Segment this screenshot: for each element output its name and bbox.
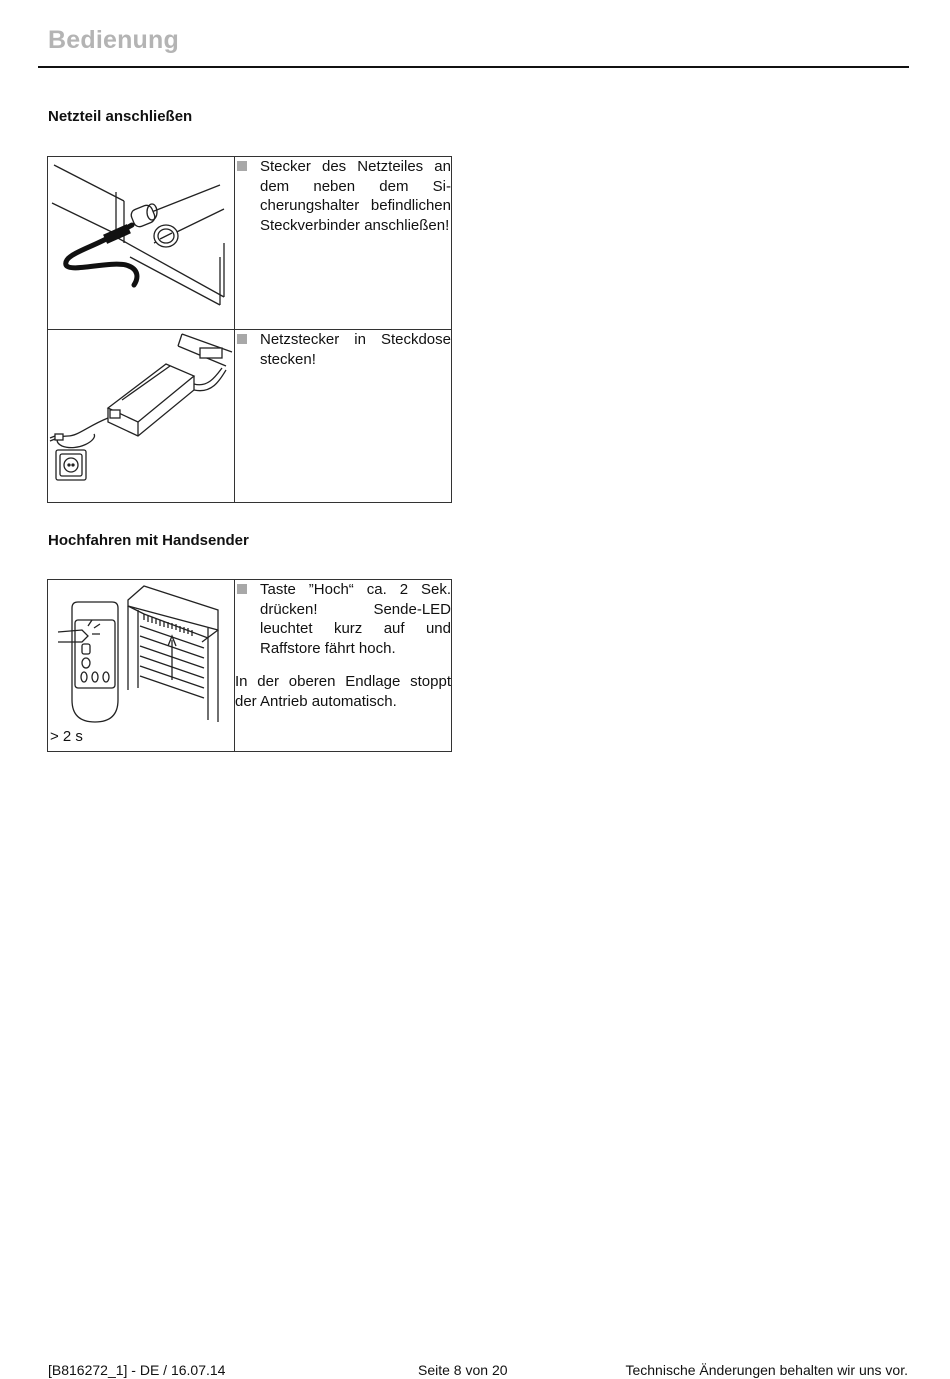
- step-illustration-cell: [48, 157, 235, 330]
- step-text-cell: [235, 157, 452, 330]
- bullet-square-icon: [237, 584, 247, 594]
- step-instruction: [235, 580, 451, 658]
- step-text-cell: [235, 330, 452, 503]
- step-illustration-cell: [48, 330, 235, 503]
- duration-label: > 2 s: [50, 728, 83, 745]
- footer-doc-ref: [B816272_1] - DE / 16.07.14: [48, 1362, 226, 1378]
- step-row: [48, 330, 452, 503]
- bullet-square-icon: [237, 334, 247, 344]
- connector-plug-illustration: [48, 157, 234, 329]
- section-title-netzteil: Netzteil anschließen: [48, 108, 193, 125]
- header-rule: [38, 66, 909, 68]
- step-instruction: [235, 330, 451, 369]
- steps-table-hochfahren: [47, 579, 452, 752]
- step-row: [48, 580, 452, 752]
- step-row: [48, 157, 452, 330]
- step-note: In der oberen Endlage stoppt der Antrieb automatisch.: [235, 673, 451, 710]
- step-instruction-text: Taste ”Hoch“ ca. 2 Sek. drücken! Sende-LED leuchtet kurz auf und Raffstore fährt hoch.: [260, 581, 451, 657]
- section-title-hochfahren: Hochfahren mit Handsender: [48, 532, 249, 549]
- bullet-square-icon: [237, 161, 247, 171]
- remote-raffstore-illustration: [48, 580, 234, 730]
- steps-table-netzteil: [47, 156, 452, 503]
- step-illustration-cell: [48, 580, 235, 752]
- power-supply-illustration: [48, 330, 234, 502]
- step-text-cell: [235, 580, 452, 752]
- step-instruction: [235, 157, 451, 235]
- footer-disclaimer: Technische Änderungen behalten wir uns vor.: [625, 1362, 908, 1378]
- step-instruction-text: Stecker des Netzteiles an dem neben dem Sicherungshalter befindlichen Steckverbinder anschließen!: [260, 158, 451, 234]
- footer-page-number: Seite 8 von 20: [418, 1362, 508, 1378]
- page-header-title: Bedienung: [48, 26, 179, 54]
- step-instruction-text: Netzstecker in Steckdose stecken!: [260, 331, 451, 368]
